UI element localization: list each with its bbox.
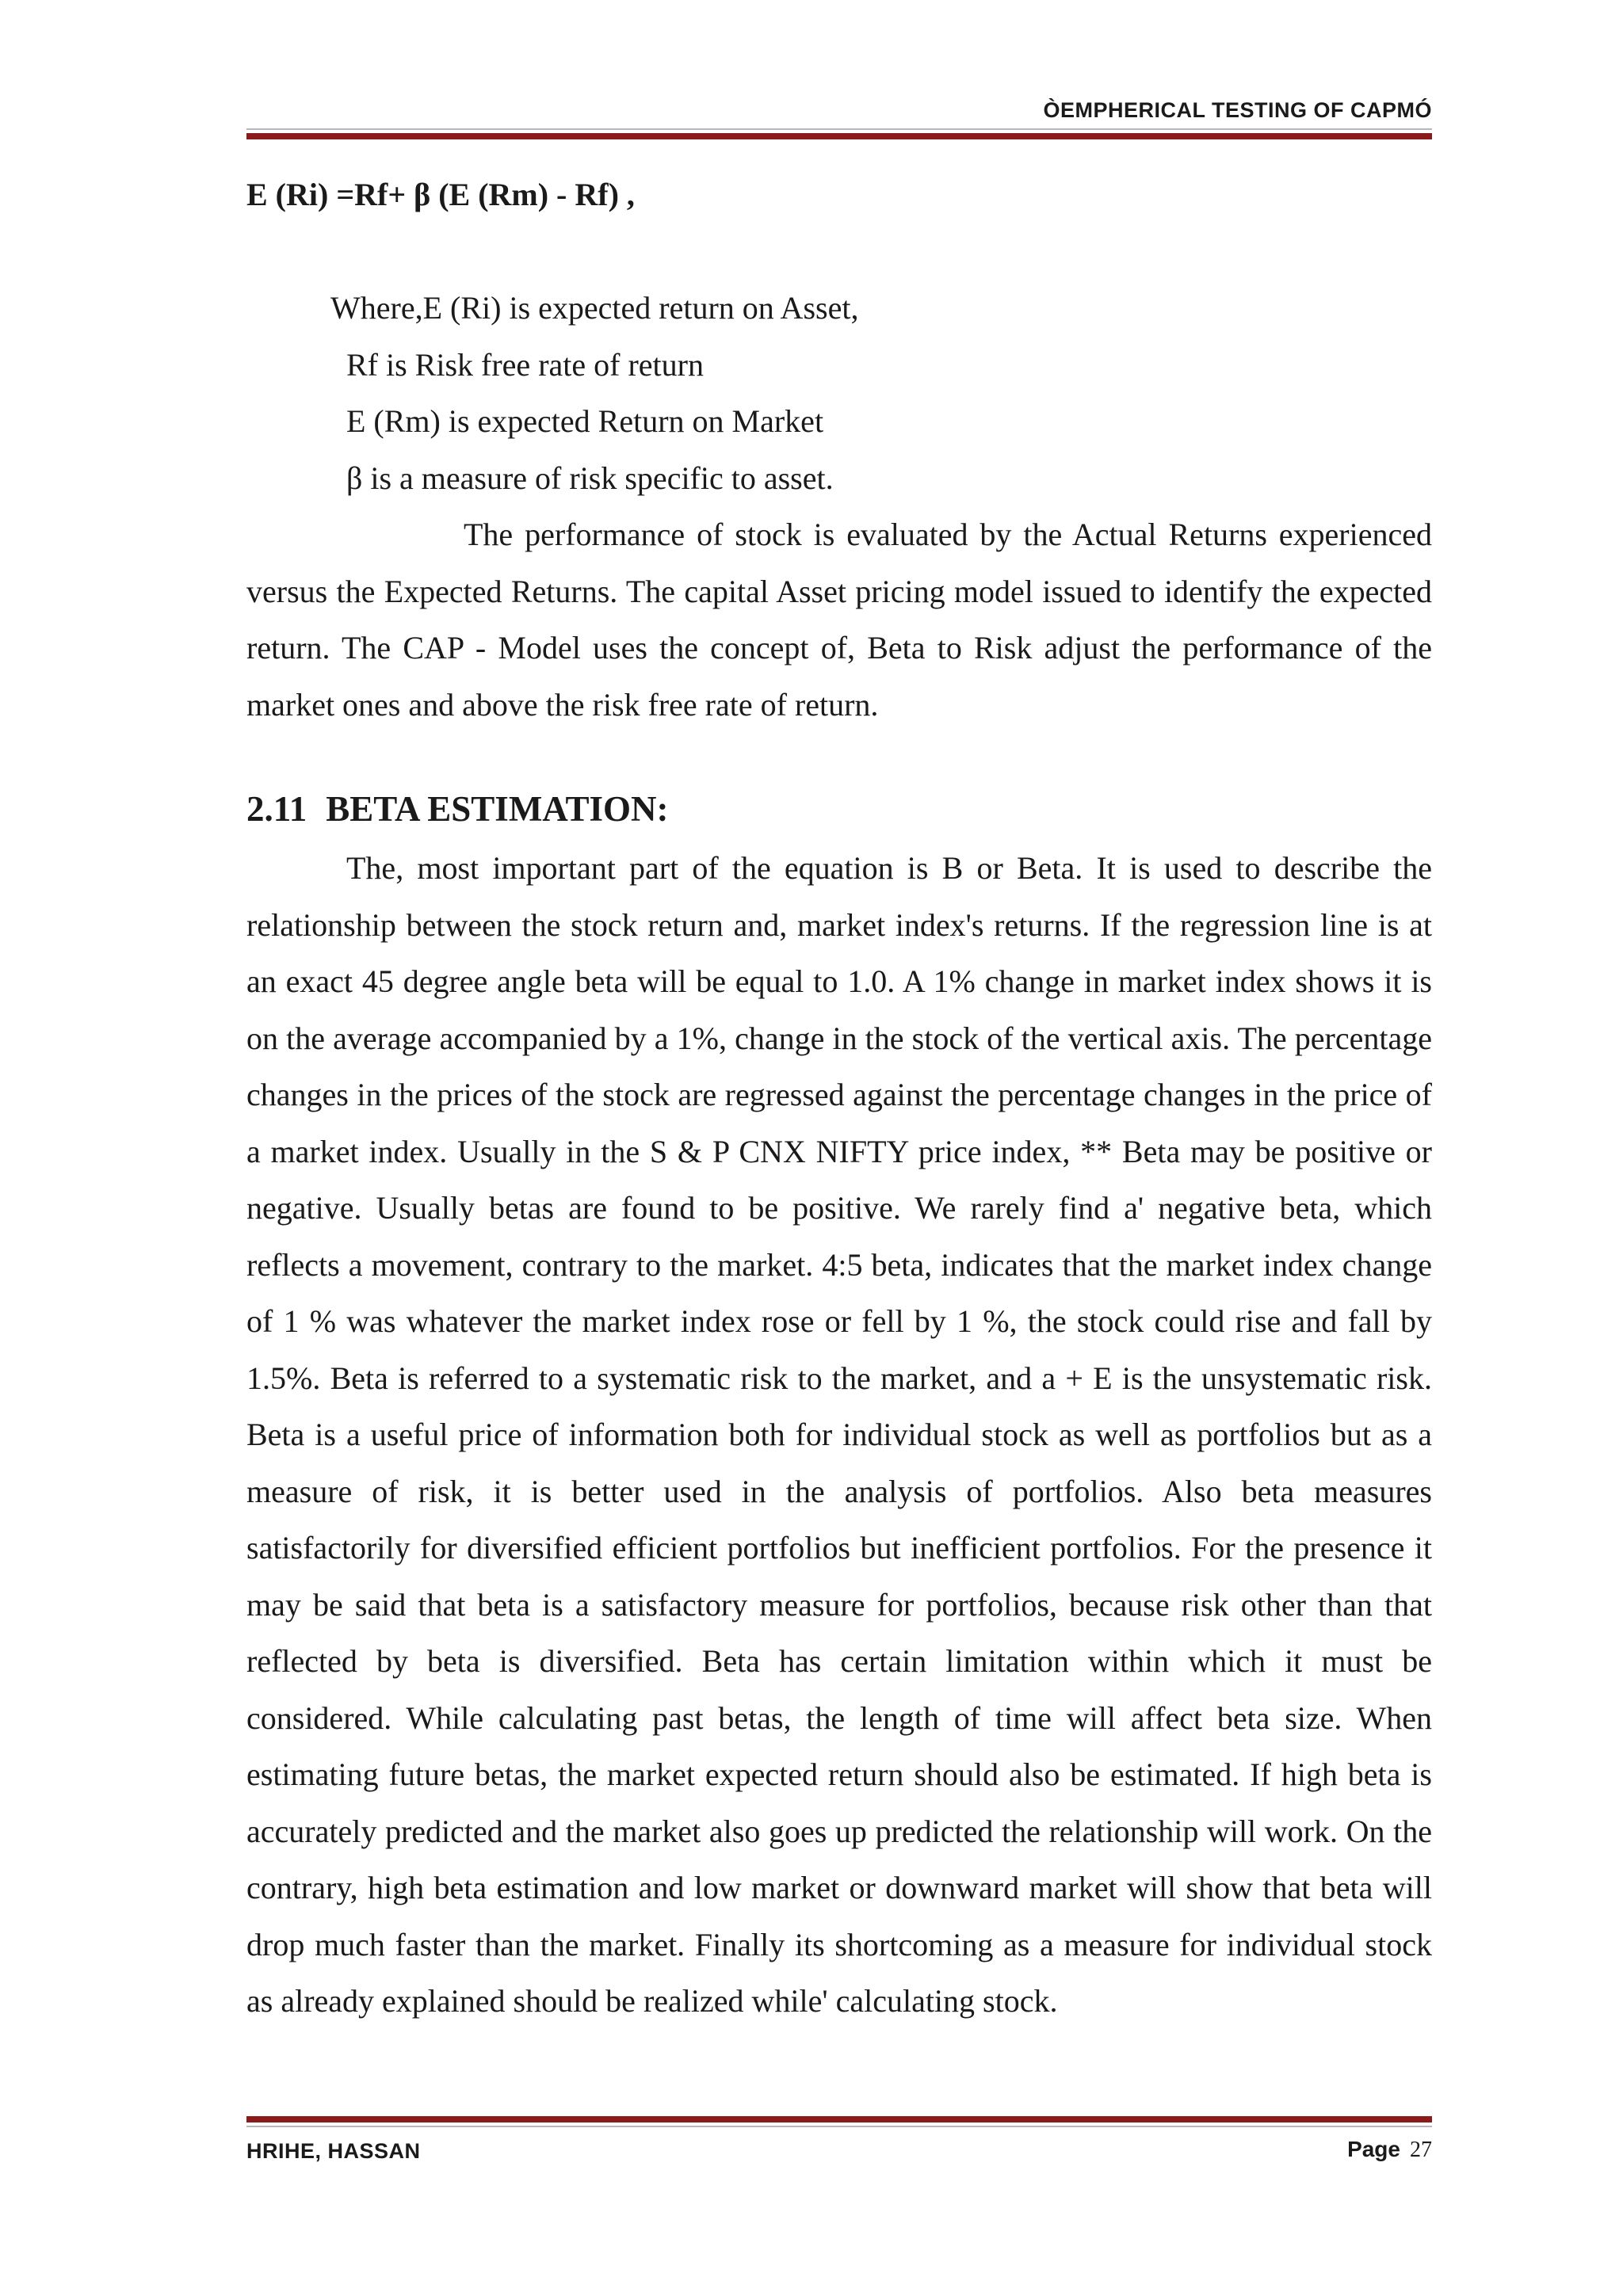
capm-formula: E (Ri) =Rf+ β (E (Rm) - Rf) ,: [246, 177, 635, 212]
section-title: BETA ESTIMATION:: [326, 789, 669, 829]
footer-page-info: [1347, 2137, 1432, 2163]
section-heading: [246, 779, 1432, 840]
footer-rule-thin: [246, 2126, 1432, 2127]
footer-author: HRIHE, HASSAN: [246, 2139, 421, 2163]
paragraph-beta-estimation: The, most important part of the equation is B or Beta. It is used to describe the relationship between the stock return and, market index's returns. If the regression line is at an exact 45 degree angle beta will be equal to 1.0. A 1% change in market index shows it is on the average accompanied by a 1%, change in the stock of the vertical axis. The percentage changes in the prices of the stock are regressed against the percentage changes in the price of a market index. Usually in the S & P CNX NIFTY price index, ** Beta may be positive or negative. Usually betas are found to be positive. We rarely find a' negative beta, which reflects a movement, contrary to the market. 4:5 beta, indicates that the market index change of 1 % was whatever the market index rose or fell by 1 %, the stock could rise and fall by 1.5%. Beta is referred to a systematic risk to the market, and a + E is the unsystematic risk. Beta is a useful price of information both for individual stock as well as portfolios but as a measure of risk, it is better used in the analysis of portfolios. Also beta measures satisfactorily for diversified efficient portfolios but inefficient portfolios. For the presence it may be said that beta is a satisfactory measure for portfolios, because risk other than that reflected by beta is diversified. Beta has certain limitation within which it must be considered. While calculating past betas, the length of time will affect beta size. When estimating future betas, the market expected return should also be estimated. If high beta is accurately predicted and the market also goes up predicted the relationship will work. On the contrary, high beta estimation and low market or downward market will show that beta will drop much faster than the market. Finally its shortcoming as a measure for individual stock as already explained should be realized while' calculating stock.: [246, 850, 1432, 2019]
footer-rule-thick: [246, 2116, 1432, 2122]
page-content: [246, 166, 1432, 2030]
running-header-title: ÒEMPHERICAL TESTING OF CAPMÓ: [1043, 98, 1432, 122]
definition-market-return: E (Rm) is expected Return on Market: [346, 403, 824, 439]
page-number: 27: [1410, 2138, 1432, 2162]
definition-expected-return: Where,E (Ri) is expected return on Asset,: [330, 290, 859, 326]
section-number: 2.11: [246, 789, 307, 829]
paragraph-performance: The performance of stock is evaluated by the Actual Returns experienced versus the Expected Returns. The capital Asset pricing model issued to identify the expected return. The CAP - Model uses the concept of, Beta to Risk adjust the performance of the market ones and above the risk free rate of return.: [246, 517, 1432, 723]
header-rule-thin: [246, 128, 1432, 130]
page-label: Page: [1347, 2137, 1400, 2161]
spacer: [246, 223, 1432, 280]
definition-risk-free-rate: Rf is Risk free rate of return: [346, 346, 704, 383]
definition-beta: β is a measure of risk specific to asset.: [346, 460, 834, 496]
header-rule-thick: [246, 133, 1432, 139]
